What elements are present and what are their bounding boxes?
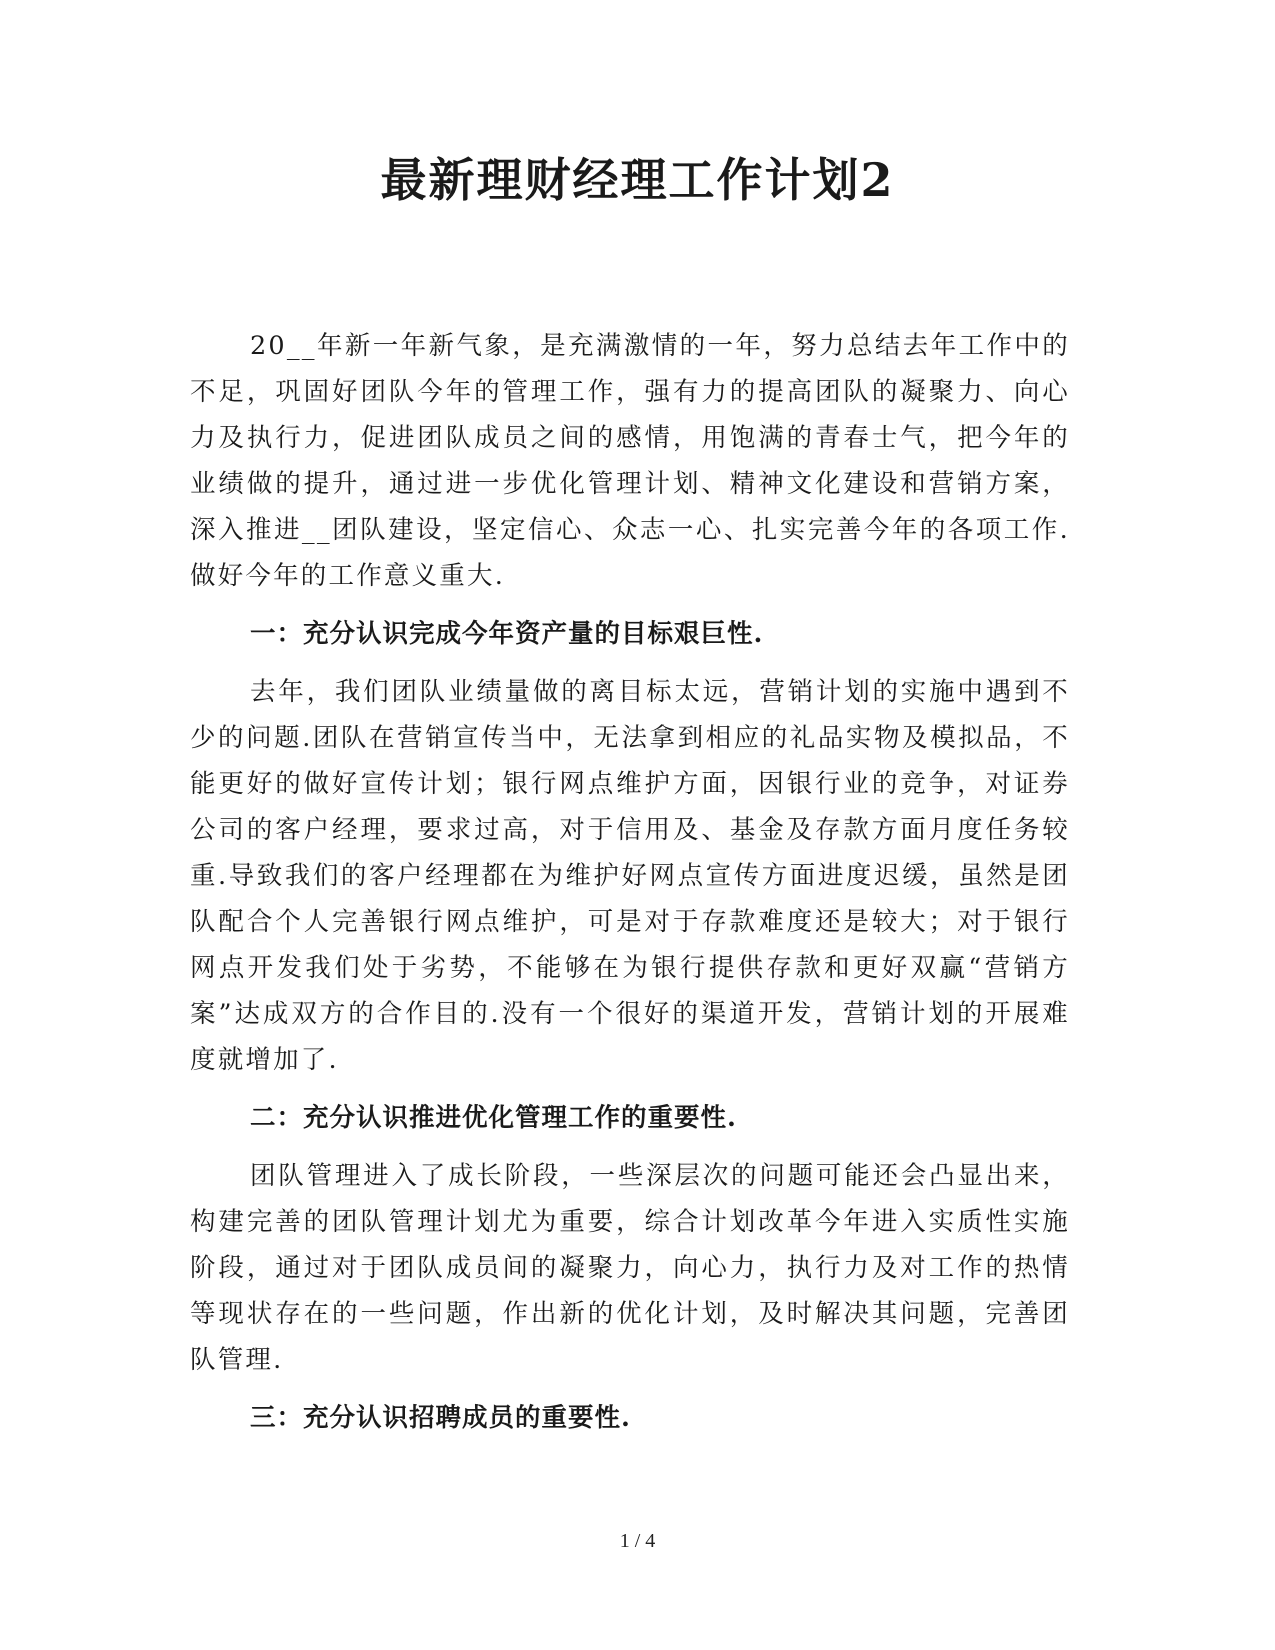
page-number: 1 / 4 <box>619 1530 656 1552</box>
section-heading-3: 三：充分认识招聘成员的重要性. <box>250 1403 631 1433</box>
section-body-2: 团队管理进入了成长阶段，一些深层次的问题可能还会凸显出来，构建完善的团队管理计划尤为重要，综合计划改革今年进入实质性实施阶段，通过对于团队成员间的凝聚力，向心力，执行力及对工作的热情等现状存在的一些问题，作出新的优化计划，及时解决其问题，完善团队管理. <box>190 1161 1070 1375</box>
document-title: 最新理财经理工作计划2 <box>380 153 895 207</box>
intro-paragraph: 20__年新一年新气象，是充满激情的一年，努力总结去年工作中的不足，巩固好团队今年的管理工作，强有力的提高团队的凝聚力、向心力及执行力，促进团队成员之间的感情，用饱满的青春士气，把今年的业绩做的提升，通过进一步优化管理计划、精神文化建设和营销方案，深入推进__团队建设，坚定信心、众志一心、扎实完善今年的各项工作.做好今年的工作意义重大. <box>190 331 1070 591</box>
section-body-1: 去年，我们团队业绩量做的离目标太远，营销计划的实施中遇到不少的问题.团队在营销宣传当中，无法拿到相应的礼品实物及模拟品，不能更好的做好宣传计划；银行网点维护方面，因银行业的竞争，对证券公司的客户经理，要求过高，对于信用及、基金及存款方面月度任务较重.导致我们的客户经理都在为维护好网点宣传方面进度迟缓，虽然是团队配合个人完善银行网点维护，可是对于存款难度还是较大；对于银行网点开发我们处于劣势，不能够在为银行提供存款和更好双赢“营销方案”达成双方的合作目的.没有一个很好的渠道开发，营销计划的开展难度就增加了. <box>190 677 1070 1075</box>
section-heading-2: 二：充分认识推进优化管理工作的重要性. <box>250 1103 737 1133</box>
document-body <box>190 323 1070 1453</box>
section-heading-1: 一：充分认识完成今年资产量的目标艰巨性. <box>250 619 764 649</box>
